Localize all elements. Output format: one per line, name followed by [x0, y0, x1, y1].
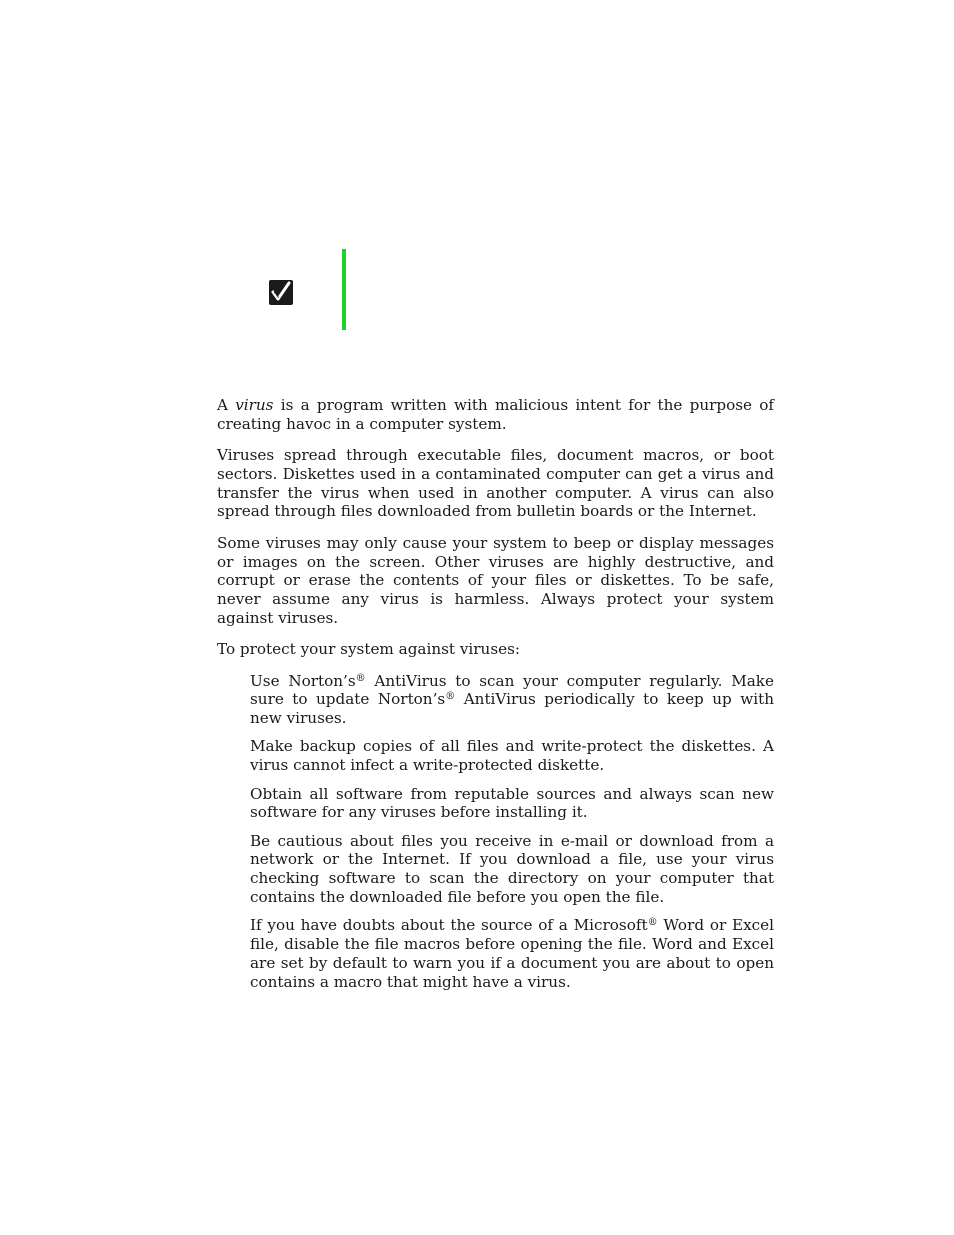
protection-list	[250, 672, 774, 992]
checkmark-note-icon	[269, 280, 293, 305]
virus-term: virus	[235, 396, 274, 414]
intro-paragraph: A virus is a program written with malicious intent for the purpose of creating havoc in a computer system.	[217, 396, 775, 433]
effects-paragraph: Some viruses may only cause your system to beep or display messages or images on the screen. Other viruses are highly destructive, and corrupt or erase the contents of your files or diskettes. To be safe, never assume any virus is harmless. Always protect your system against viruses.	[217, 533, 774, 627]
note-divider-bar	[342, 249, 346, 330]
protect-intro: To protect your system against viruses:	[217, 640, 521, 659]
list-item-macros: If you have doubts about the source of a Microsoft® Word or Excel file, disable the file macros before opening the file. Word and Excel are set by default to warn you if a document you are about to open contains a macro that might have a virus.	[250, 916, 774, 991]
spread-paragraph: Viruses spread through executable files, document macros, or boot sectors. Diskettes used in a contaminated computer can get a virus and transfer the virus when used in another computer. A virus can also spread through files downloaded from bulletin boards or the Internet.	[217, 446, 774, 521]
list-item-backup: Make backup copies of all files and write-protect the diskettes. A virus cannot infect a write-protected diskette.	[250, 737, 774, 775]
document-body	[217, 396, 774, 1001]
list-item-download: Be cautious about files you receive in e-mail or download from a network or the Internet. If you download a file, use your virus checking software to scan the directory on your computer that contains the downloaded file before you open the file.	[250, 831, 774, 907]
list-item-software: Obtain all software from reputable sources and always scan new software for any viruses before installing it.	[250, 784, 774, 822]
list-item-norton: Use Norton’s® AntiVirus to scan your computer regularly. Make sure to update Norton’s® AntiVirus periodically to keep up with new viruses.	[250, 671, 774, 728]
